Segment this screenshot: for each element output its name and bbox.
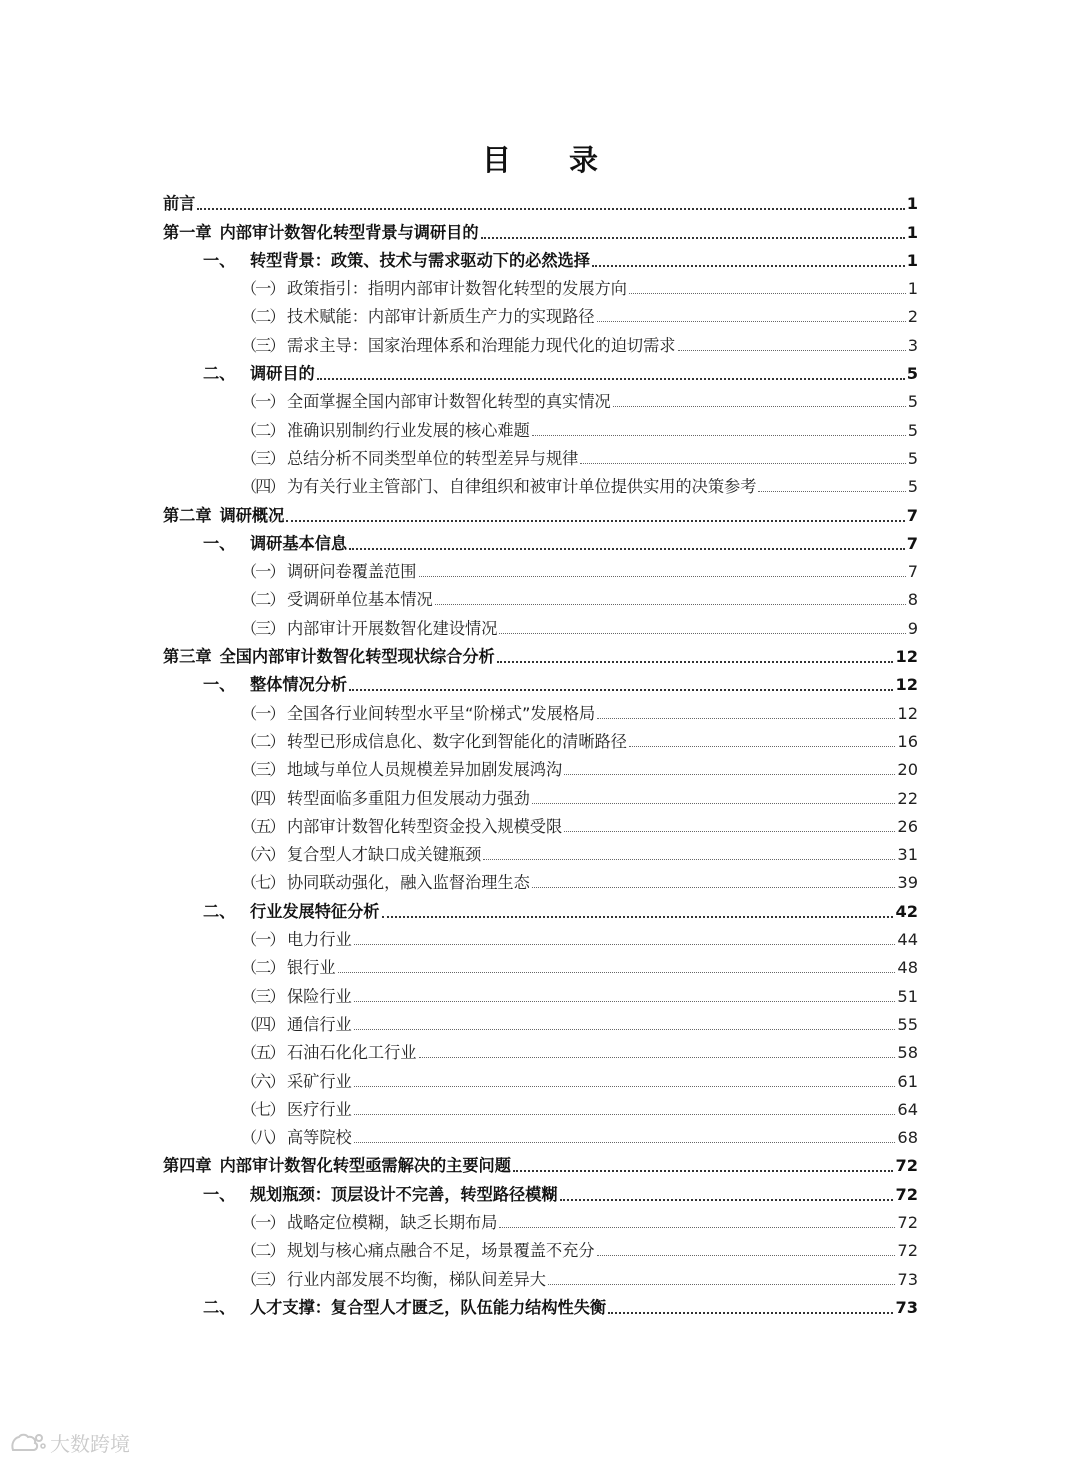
- toc-entry-number: （三）: [241, 760, 284, 780]
- toc-entry-label: 保险行业: [287, 986, 352, 1006]
- toc-entry-label: 行业内部发展不均衡，梯队间差异大: [287, 1269, 546, 1289]
- toc-entry-page-number: 8: [907, 590, 918, 610]
- toc-entry-page-number: 5: [907, 420, 918, 440]
- toc-entry-label: 调研概况: [219, 505, 285, 525]
- toc-entry-number: （三）: [241, 618, 284, 638]
- toc-entry-label: 调研基本信息: [250, 533, 348, 553]
- toc-entry[interactable]: [163, 301, 918, 329]
- dot-leader: [499, 633, 905, 634]
- toc-entry-label: 内部审计数智化转型亟需解决的主要问题: [219, 1156, 511, 1176]
- toc-entry[interactable]: [163, 414, 918, 442]
- toc-entry[interactable]: [163, 443, 918, 471]
- toc-entry-label: 整体情况分析: [250, 675, 348, 695]
- toc-entry[interactable]: [163, 782, 918, 810]
- toc-entry-label: 医疗行业: [287, 1099, 352, 1119]
- toc-entry[interactable]: [163, 584, 918, 612]
- toc-entry-label: 行业发展特征分析: [250, 901, 380, 921]
- toc-entry[interactable]: [163, 528, 918, 556]
- dot-leader: [613, 406, 906, 407]
- toc-entry-label: 电力行业: [287, 930, 352, 950]
- toc-entry[interactable]: [163, 867, 918, 895]
- dot-leader: [513, 1170, 894, 1172]
- dot-leader: [678, 350, 906, 351]
- toc-entry-number: （一）: [241, 930, 284, 950]
- toc-entry-page-number: 1: [906, 194, 918, 214]
- toc-entry-label: 全面掌握全国内部审计数智化转型的真实情况: [287, 392, 611, 412]
- dot-leader: [354, 1001, 896, 1002]
- toc-entry-page-number: 73: [897, 1269, 918, 1289]
- dot-leader: [560, 1199, 894, 1201]
- toc-entry-number: （一）: [241, 1212, 284, 1232]
- toc-entry-label: 政策指引：指明内部审计数智化转型的发展方向: [287, 279, 627, 299]
- toc-entry-number: 二、: [203, 1297, 236, 1317]
- bubble-logo-icon: [10, 1432, 46, 1454]
- toc-entry-page-number: 5: [907, 448, 918, 468]
- toc-entry-page-number: 12: [895, 675, 918, 695]
- toc-entry-label: 需求主导：国家治理体系和治理能力现代化的迫切需求: [287, 335, 676, 355]
- toc-entry-label: 石油石化化工行业: [287, 1043, 417, 1063]
- toc-entry-number: （二）: [241, 307, 284, 327]
- toc-entry-page-number: 68: [897, 1128, 918, 1148]
- dot-leader: [435, 604, 906, 605]
- toc-entry-page-number: 5: [907, 477, 918, 497]
- toc-entry-page-number: 20: [897, 760, 918, 780]
- dot-leader: [197, 208, 904, 210]
- toc-entry-label: 地域与单位人员规模差异加剧发展鸿沟: [287, 760, 563, 780]
- toc-entry[interactable]: [163, 726, 918, 754]
- toc-entry-number: （四）: [241, 1014, 284, 1034]
- dot-leader: [349, 689, 893, 691]
- toc-entry-label: 内部审计数智化转型背景与调研目的: [219, 222, 479, 242]
- toc-entry-label: 受调研单位基本情况: [287, 590, 433, 610]
- table-of-contents: [163, 188, 918, 1320]
- toc-entry-label: 转型面临多重阻力但发展动力强劲: [287, 788, 530, 808]
- toc-entry-page-number: 64: [897, 1099, 918, 1119]
- page-title: 目 录: [481, 143, 623, 177]
- dot-leader: [349, 548, 905, 550]
- toc-entry-page-number: 3: [907, 335, 918, 355]
- toc-entry-page-number: 44: [897, 930, 918, 950]
- dot-leader: [481, 237, 905, 239]
- dot-leader: [629, 746, 895, 747]
- toc-entry-label: 内部审计开展数智化建设情况: [287, 618, 498, 638]
- toc-entry-page-number: 72: [895, 1156, 918, 1176]
- dot-leader: [597, 321, 906, 322]
- toc-entry[interactable]: [163, 895, 918, 923]
- toc-entry-page-number: 51: [897, 986, 918, 1006]
- toc-entry-number: 一、: [203, 250, 236, 270]
- dot-leader: [499, 1227, 895, 1228]
- toc-entry-label: 人才支撑：复合型人才匮乏，队伍能力结构性失衡: [250, 1297, 607, 1317]
- toc-entry[interactable]: [163, 1235, 918, 1263]
- toc-entry[interactable]: [163, 1150, 918, 1178]
- toc-entry[interactable]: [163, 245, 918, 273]
- toc-entry[interactable]: [163, 924, 918, 952]
- toc-entry[interactable]: [163, 952, 918, 980]
- dot-leader: [532, 435, 906, 436]
- watermark: [10, 1428, 130, 1457]
- toc-entry-label: 银行业: [287, 958, 336, 978]
- toc-entry[interactable]: [163, 471, 918, 499]
- toc-entry-page-number: 9: [907, 618, 918, 638]
- toc-entry-number: （八）: [241, 1128, 284, 1148]
- toc-entry[interactable]: [163, 1207, 918, 1235]
- toc-entry-number: （二）: [241, 958, 284, 978]
- watermark-text: 大数跨境: [50, 1432, 130, 1456]
- toc-entry-page-number: 48: [897, 958, 918, 978]
- toc-entry-page-number: 12: [895, 647, 918, 667]
- toc-entry[interactable]: [163, 188, 918, 216]
- toc-entry-number: （一）: [241, 279, 284, 299]
- toc-entry-number: （二）: [241, 731, 284, 751]
- dot-leader: [580, 463, 905, 464]
- toc-entry-label: 全国内部审计数智化转型现状综合分析: [219, 647, 495, 667]
- toc-entry-page-number: 5: [907, 392, 918, 412]
- toc-entry-number: （四）: [241, 477, 284, 497]
- dot-leader: [608, 1312, 893, 1314]
- toc-entry-label: 技术赋能：内部审计新质生产力的实现路径: [287, 307, 595, 327]
- toc-entry-number: （五）: [241, 816, 284, 836]
- toc-entry[interactable]: [163, 556, 918, 584]
- toc-entry[interactable]: [163, 1263, 918, 1291]
- toc-entry-number: （二）: [241, 1241, 284, 1261]
- toc-entry-page-number: 7: [906, 533, 918, 553]
- toc-entry-number: 第四章: [163, 1156, 212, 1176]
- toc-entry-label: 规划与核心痛点融合不足，场景覆盖不充分: [287, 1241, 595, 1261]
- toc-entry-number: （六）: [241, 845, 284, 865]
- dot-leader: [354, 1086, 896, 1087]
- toc-entry-number: （一）: [241, 703, 284, 723]
- toc-entry-page-number: 72: [897, 1212, 918, 1232]
- toc-entry[interactable]: [163, 1292, 918, 1320]
- toc-entry-page-number: 55: [897, 1014, 918, 1034]
- toc-entry-page-number: 7: [906, 505, 918, 525]
- toc-entry[interactable]: [163, 811, 918, 839]
- dot-leader: [286, 520, 904, 522]
- toc-entry[interactable]: [163, 839, 918, 867]
- toc-entry-label: 转型背景：政策、技术与需求驱动下的必然选择: [250, 250, 590, 270]
- toc-entry[interactable]: [163, 386, 918, 414]
- toc-entry[interactable]: [163, 641, 918, 669]
- dot-leader: [548, 1284, 895, 1285]
- toc-entry-number: 第二章: [163, 505, 212, 525]
- dot-leader: [497, 661, 894, 663]
- toc-entry-number: 一、: [203, 1184, 236, 1204]
- dot-leader: [354, 1029, 896, 1030]
- toc-entry-page-number: 42: [895, 901, 918, 921]
- toc-entry-label: 总结分析不同类型单位的转型差异与规律: [287, 448, 579, 468]
- toc-entry-page-number: 22: [897, 788, 918, 808]
- dot-leader: [419, 1057, 896, 1058]
- dot-leader: [532, 803, 896, 804]
- toc-entry-label: 协同联动强化，融入监督治理生态: [287, 873, 530, 893]
- toc-entry-page-number: 72: [895, 1184, 918, 1204]
- toc-entry-page-number: 16: [897, 731, 918, 751]
- toc-entry-label: 复合型人才缺口成关键瓶颈: [287, 845, 482, 865]
- toc-entry-number: （二）: [241, 590, 284, 610]
- toc-entry-number: （七）: [241, 873, 284, 893]
- toc-entry[interactable]: [163, 980, 918, 1008]
- dot-leader: [597, 1255, 896, 1256]
- dot-leader: [564, 831, 895, 832]
- toc-entry[interactable]: [163, 612, 918, 640]
- toc-entry[interactable]: [163, 1094, 918, 1122]
- toc-entry-page-number: 7: [907, 562, 918, 582]
- toc-entry[interactable]: [163, 273, 918, 301]
- toc-entry-number: （七）: [241, 1099, 284, 1119]
- dot-leader: [597, 718, 895, 719]
- toc-entry-label: 全国各行业间转型水平呈“阶梯式”发展格局: [287, 703, 596, 723]
- dot-leader: [419, 576, 906, 577]
- toc-entry-number: 二、: [203, 901, 236, 921]
- dot-leader: [532, 887, 896, 888]
- toc-entry[interactable]: [163, 1178, 918, 1206]
- toc-entry-number: 一、: [203, 533, 236, 553]
- toc-entry-number: 一、: [203, 675, 236, 695]
- toc-entry[interactable]: [163, 329, 918, 357]
- toc-entry-number: （三）: [241, 986, 284, 1006]
- toc-entry-page-number: 58: [897, 1043, 918, 1063]
- toc-entry-label: 内部审计数智化转型资金投入规模受限: [287, 816, 563, 836]
- toc-entry-label: 调研目的: [250, 364, 315, 384]
- toc-entry-label: 准确识别制约行业发展的核心难题: [287, 420, 530, 440]
- dot-leader: [338, 972, 896, 973]
- dot-leader: [382, 916, 894, 918]
- toc-entry[interactable]: [163, 1009, 918, 1037]
- dot-leader: [354, 1142, 896, 1143]
- toc-entry-number: （一）: [241, 392, 284, 412]
- toc-entry-number: 第一章: [163, 222, 212, 242]
- toc-entry-label: 规划瓶颈：顶层设计不完善，转型路径模糊: [250, 1184, 558, 1204]
- toc-entry-page-number: 12: [897, 703, 918, 723]
- toc-entry-label: 通信行业: [287, 1014, 352, 1034]
- toc-entry-number: （二）: [241, 420, 284, 440]
- toc-entry-label: 高等院校: [287, 1128, 352, 1148]
- toc-entry-number: （五）: [241, 1043, 284, 1063]
- toc-entry-number: （六）: [241, 1071, 284, 1091]
- toc-entry[interactable]: [163, 1037, 918, 1065]
- toc-entry-number: （三）: [241, 335, 284, 355]
- dot-leader: [354, 944, 896, 945]
- toc-entry-page-number: 1: [906, 222, 918, 242]
- dot-leader: [354, 1114, 896, 1115]
- toc-entry[interactable]: [163, 1122, 918, 1150]
- toc-entry[interactable]: [163, 358, 918, 386]
- toc-entry-label: 调研问卷覆盖范围: [287, 562, 417, 582]
- toc-entry-page-number: 31: [897, 845, 918, 865]
- toc-entry-page-number: 26: [897, 816, 918, 836]
- toc-entry-page-number: 5: [906, 364, 918, 384]
- toc-entry-number: 二、: [203, 364, 236, 384]
- dot-leader: [317, 378, 905, 380]
- toc-entry-page-number: 72: [897, 1241, 918, 1261]
- toc-entry[interactable]: [163, 499, 918, 527]
- dot-leader: [564, 774, 895, 775]
- dot-leader: [629, 293, 906, 294]
- toc-entry[interactable]: [163, 216, 918, 244]
- toc-entry-label: 采矿行业: [287, 1071, 352, 1091]
- toc-entry-label: 为有关行业主管部门、自律组织和被审计单位提供实用的决策参考: [287, 477, 757, 497]
- toc-entry-number: （四）: [241, 788, 284, 808]
- toc-entry-page-number: 1: [906, 250, 918, 270]
- toc-entry-number: 第三章: [163, 647, 212, 667]
- toc-entry-number: （三）: [241, 1269, 284, 1289]
- toc-entry-number: （一）: [241, 562, 284, 582]
- dot-leader: [592, 265, 905, 267]
- dot-leader: [483, 859, 895, 860]
- toc-entry-number: （三）: [241, 448, 284, 468]
- toc-entry[interactable]: [163, 1065, 918, 1093]
- toc-entry-page-number: 73: [895, 1297, 918, 1317]
- toc-entry-label: 战略定位模糊，缺乏长期布局: [287, 1212, 498, 1232]
- toc-entry-label: 转型已形成信息化、数字化到智能化的清晰路径: [287, 731, 627, 751]
- toc-entry[interactable]: [163, 697, 918, 725]
- dot-leader: [758, 491, 905, 492]
- toc-entry[interactable]: [163, 669, 918, 697]
- toc-entry-page-number: 1: [907, 279, 918, 299]
- toc-entry-label: 前言: [163, 194, 196, 214]
- toc-entry-page-number: 39: [897, 873, 918, 893]
- toc-entry-page-number: 61: [897, 1071, 918, 1091]
- toc-entry[interactable]: [163, 754, 918, 782]
- toc-entry-page-number: 2: [907, 307, 918, 327]
